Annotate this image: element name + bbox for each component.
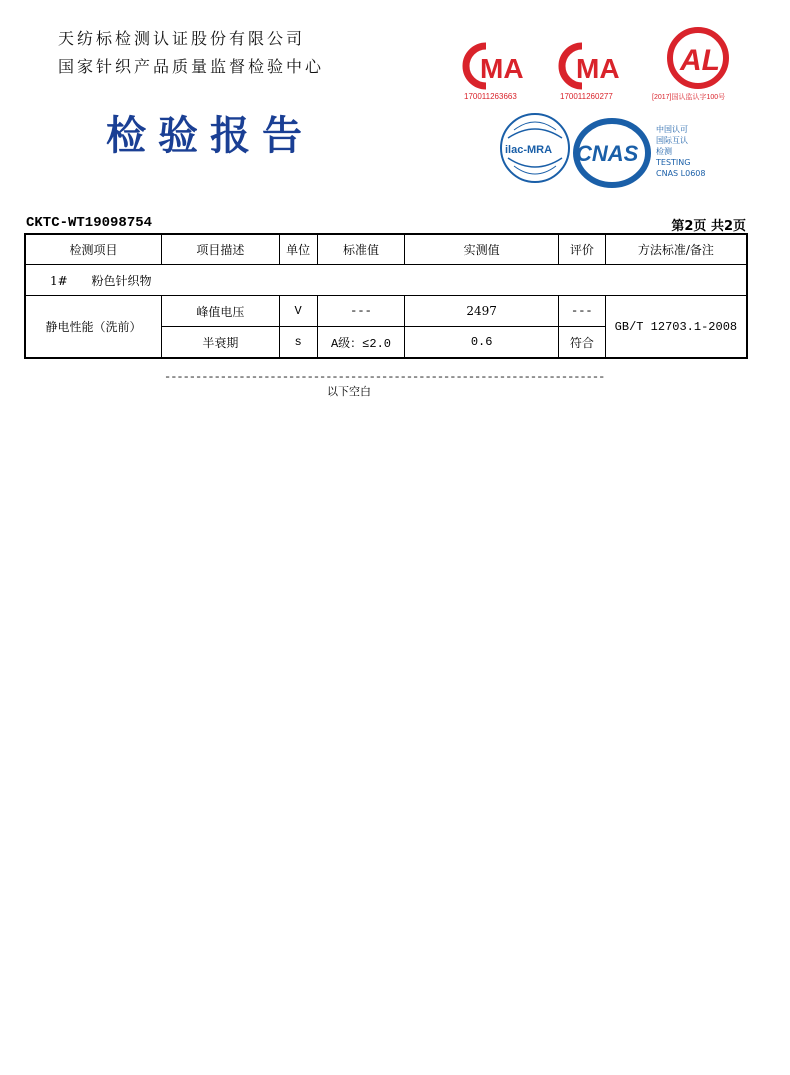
- cnas-line-1: 中国认可: [656, 125, 688, 134]
- evaluation-cell: ---: [558, 296, 605, 327]
- cma-number-1: 170011263663: [464, 92, 517, 101]
- desc-cell: 半衰期: [162, 327, 280, 359]
- ilac-mra-logo: [500, 110, 570, 190]
- org-name-line1: 天纺标检测认证股份有限公司: [58, 29, 306, 48]
- header-method: 方法标准/备注: [605, 234, 747, 265]
- cma-logo-1-text: MA: [480, 53, 524, 84]
- cnas-line-3: 检测: [656, 147, 672, 156]
- measured-cell: 0.6: [405, 327, 559, 359]
- unit-cell: s: [279, 327, 317, 359]
- sample-name: 粉色针织物: [91, 273, 152, 288]
- header-evaluation: 评价: [558, 234, 605, 265]
- results-table: [24, 233, 748, 359]
- evaluation-cell: 符合: [558, 327, 605, 359]
- standard-cell: A级：≤2.0: [317, 327, 405, 359]
- unit-cell: V: [279, 296, 317, 327]
- end-dash-line: -----------------------------------------------------------------------: [164, 370, 605, 384]
- desc-cell: 峰值电压: [162, 296, 280, 327]
- report-number: CKTC-WT19098754: [26, 215, 153, 231]
- sample-label: 1#: [50, 273, 68, 288]
- blank-below-note: 以下空白: [327, 385, 371, 398]
- sample-cell: [25, 265, 747, 296]
- cma-number-2: 170011260277: [560, 92, 613, 101]
- cnas-logo: [572, 118, 652, 192]
- header-test-item: 检测项目: [25, 234, 162, 265]
- cal-logo-text: AL: [680, 44, 720, 77]
- cma-logo-2: [558, 40, 630, 96]
- report-title: 检验报告: [106, 112, 314, 159]
- table-header-row: [25, 234, 747, 265]
- cnas-line-5: CNAS L0608: [656, 169, 706, 178]
- cal-logo: [664, 26, 732, 94]
- cal-caption: [2017]国认监认字100号: [652, 94, 726, 101]
- method-cell: GB/T 12703.1-2008: [605, 296, 747, 359]
- header-standard: 标准值: [317, 234, 405, 265]
- org-name-line2: 国家针织产品质量监督检验中心: [58, 57, 325, 76]
- cnas-logo-text: CNAS: [576, 141, 639, 166]
- header-unit: 单位: [279, 234, 317, 265]
- measured-cell: 2497: [405, 296, 559, 327]
- cnas-line-2: 国际互认: [656, 136, 688, 145]
- sample-row: [25, 265, 747, 296]
- header-description: 项目描述: [162, 234, 280, 265]
- cma-logo-1: [462, 40, 534, 96]
- test-item-cell: 静电性能（洗前）: [25, 296, 162, 359]
- cnas-line-4: TESTING: [656, 158, 691, 167]
- page-info: 第2页 共2页: [671, 219, 746, 234]
- header-measured: 实测值: [405, 234, 559, 265]
- standard-cell: ---: [317, 296, 405, 327]
- ilac-mra-text: ilac-MRA: [505, 144, 553, 156]
- cma-logo-2-text: MA: [576, 53, 620, 84]
- table-row: [25, 296, 747, 327]
- cnas-text-block: [656, 124, 705, 179]
